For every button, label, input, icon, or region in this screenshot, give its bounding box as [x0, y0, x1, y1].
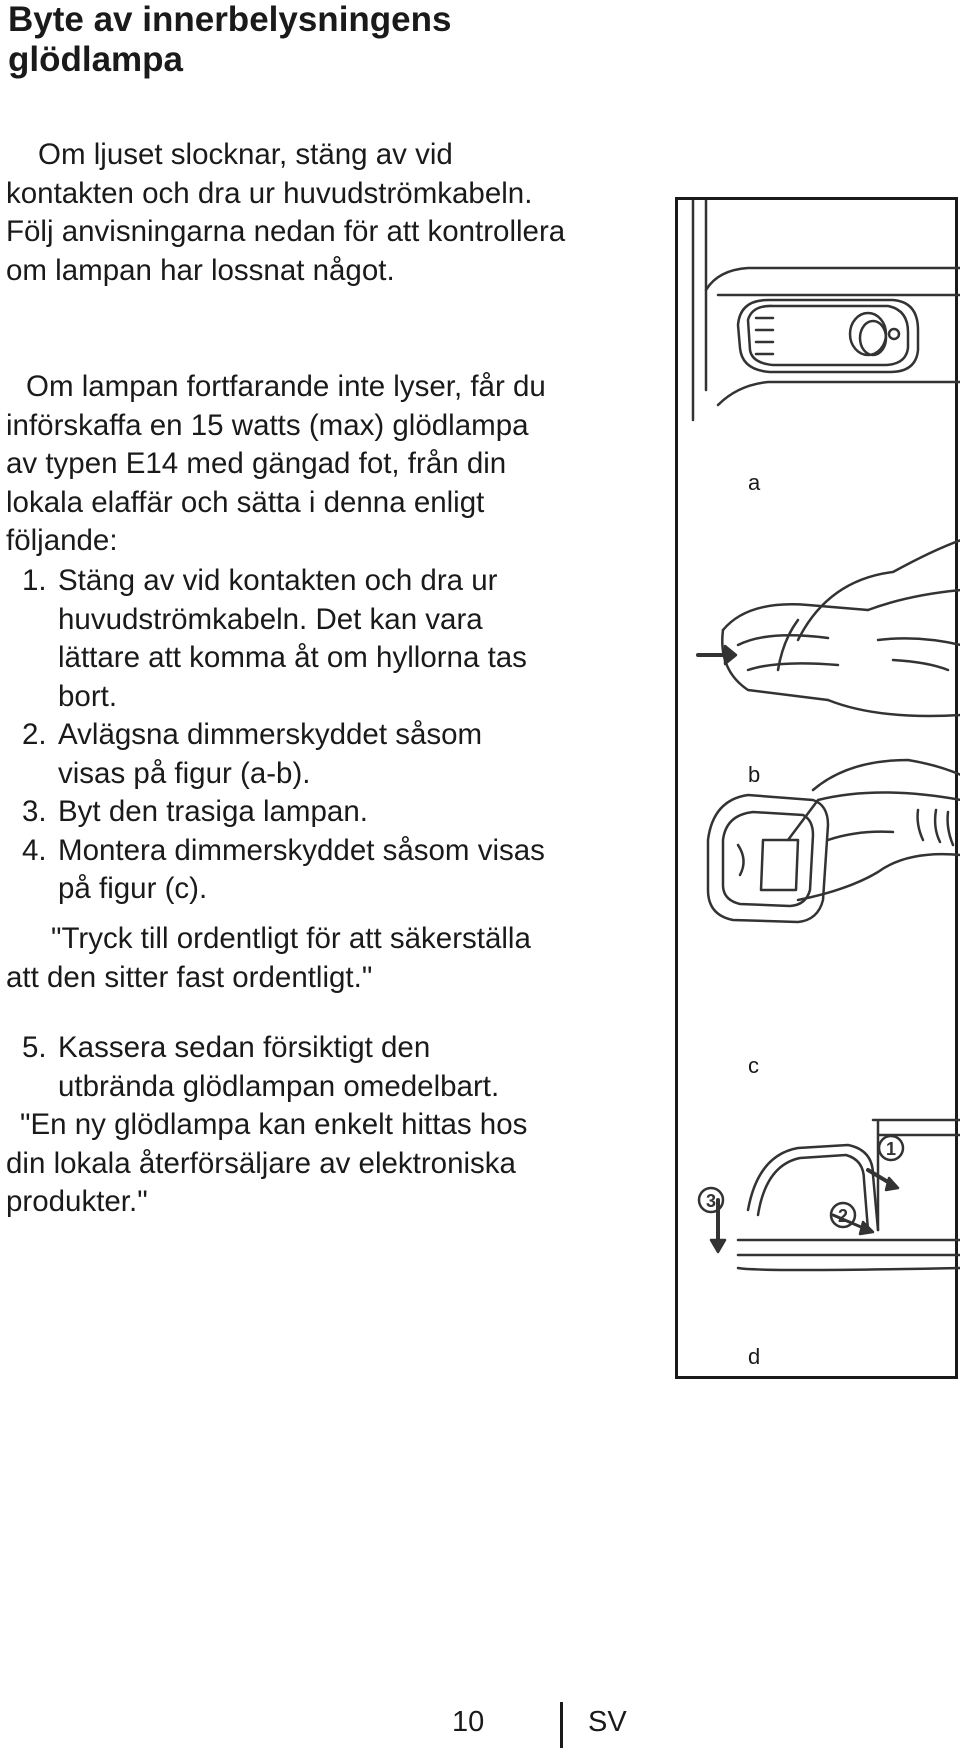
arrow-step-2-label: 2 [837, 1206, 849, 1226]
step-text: Montera dimmerskyddet såsom visas på figur (c). [58, 833, 545, 905]
step-number: 4. [22, 833, 47, 867]
step-number: 3. [22, 795, 47, 828]
figure-c-drawing [708, 760, 960, 922]
figure-label-b: b [748, 762, 761, 787]
language-code: SV [588, 1706, 627, 1738]
figure-label-d: d [748, 1344, 761, 1369]
footer-divider [560, 1702, 563, 1748]
figure-label-c: c [748, 1053, 759, 1078]
step-text: Avlägsna dimmerskyddet såsom visas på figur (a-b). [58, 718, 483, 790]
intro-paragraph: Om ljuset slocknar, stäng av vid kontakten och dra ur huvudströmkabeln. Följ anvisningarna nedan för att kontrollera om lampan har lossnat något. [6, 138, 566, 287]
arrow-step-1-label: 1 [885, 1139, 897, 1159]
figure-b-drawing [698, 540, 960, 716]
steps-list-continued [22, 1029, 552, 1106]
step-number: 5. [22, 1031, 47, 1064]
lamp-replacement-illustration [678, 200, 960, 1382]
step-item [22, 832, 552, 909]
step-text: Stäng av vid kontakten och dra ur huvudströmkabeln. Det kan vara lättare att komma åt om hyllorna tas bort. [58, 564, 527, 713]
step-item [22, 562, 552, 716]
steps-list [22, 562, 552, 909]
new-bulb-note: "En ny glödlampa kan enkelt hittas hos din lokala återförsäljare av elektroniska produkter." [6, 1108, 528, 1218]
figure-d-drawing [699, 1120, 960, 1270]
step-item [22, 1029, 552, 1106]
page-number: 10 [452, 1706, 485, 1738]
arrow-step-3-label: 3 [705, 1191, 717, 1211]
step-number: 1. [22, 564, 47, 597]
figure-label-a: a [748, 470, 761, 495]
figure-a-drawing [693, 200, 960, 420]
step-number: 2. [22, 718, 47, 751]
press-note: "Tryck till ordentligt för att säkerställa att den sitter fast ordentligt." [6, 922, 531, 994]
step-item [22, 793, 552, 832]
page-title: Byte av innerbelysningens glödlampa [8, 0, 452, 79]
illustration-panel [675, 197, 958, 1379]
step-item [22, 716, 552, 793]
procedure-intro-paragraph: Om lampan fortfarande inte lyser, får du införskaffa en 15 watts (max) glödlampa av typen E14 med gängad fot, från din lokala elaffär och sätta i denna enligt följande: [6, 370, 546, 557]
step-text: Byt den trasiga lampan. [58, 795, 368, 828]
step-text: Kassera sedan försiktigt den utbrända glödlampan omedelbart. [58, 1031, 500, 1103]
